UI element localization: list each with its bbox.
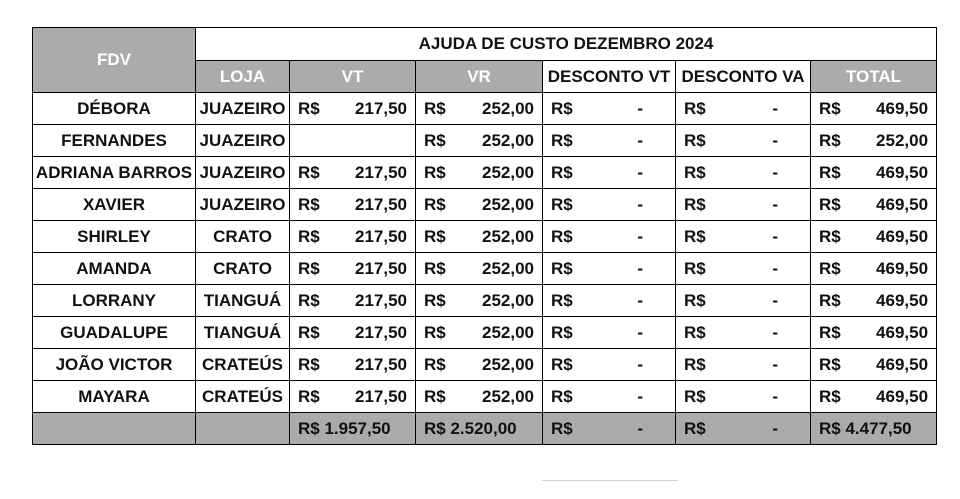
currency-label: R$: [424, 322, 446, 342]
currency-label: R$: [424, 194, 446, 214]
cell-desconto-vt: [543, 253, 676, 285]
table-row: [33, 285, 937, 317]
totals-fdv-empty: [33, 413, 196, 445]
cell-total: [811, 253, 937, 285]
cell-total: [811, 125, 937, 157]
cell-total-value: 469,50: [876, 162, 929, 182]
cell-desconto-va-value: -: [772, 226, 778, 246]
currency-label: R$: [298, 162, 320, 182]
currency-label: R$: [551, 194, 573, 214]
cell-vt: [290, 189, 416, 221]
currency-label: R$: [684, 226, 706, 246]
cell-vt: [290, 253, 416, 285]
cell-fdv: LORRANY: [33, 285, 196, 317]
currency-label: R$: [424, 386, 446, 406]
cell-vr-value: 252,00: [482, 354, 534, 374]
currency-label: R$: [424, 258, 446, 278]
cell-total-value: 469,50: [876, 226, 929, 246]
cell-desconto-vt-value: -: [637, 194, 643, 214]
cell-loja: JUAZEIRO: [196, 189, 290, 221]
cell-vr-value: 252,00: [482, 290, 534, 310]
cell-vt-value: 217,50: [355, 354, 407, 374]
cell-vr: [416, 157, 543, 189]
currency-label: R$: [819, 194, 841, 214]
cell-total: [811, 189, 937, 221]
table-row: [33, 253, 937, 285]
cell-desconto-vt-value: -: [637, 386, 643, 406]
cell-vt-value: 217,50: [355, 290, 407, 310]
cell-loja: TIANGUÁ: [196, 317, 290, 349]
cell-desconto-va-value: -: [772, 130, 778, 150]
cell-vt-value: 217,50: [355, 98, 407, 118]
cell-desconto-vt: [543, 157, 676, 189]
cell-fdv: AMANDA: [33, 253, 196, 285]
cell-desconto-vt-value: -: [637, 162, 643, 182]
table-row: [33, 349, 937, 381]
header-vt: VT: [290, 61, 416, 93]
table-row: [33, 125, 937, 157]
cell-fdv: XAVIER: [33, 189, 196, 221]
currency-label: R$: [551, 322, 573, 342]
totals-total: R$ 4.477,50: [819, 418, 912, 438]
currency-label: R$: [551, 130, 573, 150]
header-fdv: FDV: [33, 28, 196, 93]
cell-loja: JUAZEIRO: [196, 125, 290, 157]
header-loja: LOJA: [196, 61, 290, 93]
currency-label: R$: [684, 354, 706, 374]
cell-loja: JUAZEIRO: [196, 93, 290, 125]
table-row: [33, 157, 937, 189]
cell-desconto-va: [676, 189, 811, 221]
cell-vr: [416, 253, 543, 285]
currency-label: R$: [298, 194, 320, 214]
cell-vt-value: 217,50: [355, 162, 407, 182]
currency-label: R$: [424, 162, 446, 182]
cell-total-value: 469,50: [876, 322, 929, 342]
cell-vr-value: 252,00: [482, 386, 534, 406]
cell-desconto-va: [676, 349, 811, 381]
cell-vr-value: 252,00: [482, 130, 534, 150]
cell-desconto-vt: [543, 93, 676, 125]
cell-total: [811, 285, 937, 317]
cell-total: [811, 317, 937, 349]
cell-vr: [416, 125, 543, 157]
cell-total: [811, 349, 937, 381]
cell-desconto-vt-value: -: [637, 290, 643, 310]
currency-label: R$: [684, 322, 706, 342]
cell-desconto-vt-value: -: [637, 98, 643, 118]
cell-desconto-va: [676, 317, 811, 349]
cell-loja: JUAZEIRO: [196, 157, 290, 189]
cell-total-value: 469,50: [876, 98, 929, 118]
table-row: [33, 93, 937, 125]
cell-desconto-va: [676, 285, 811, 317]
totals-vt: R$ 1.957,50: [298, 418, 391, 438]
cell-vr-value: 252,00: [482, 322, 534, 342]
table-row: [33, 221, 937, 253]
totals-vr-cell: [416, 413, 543, 445]
cell-vr: [416, 317, 543, 349]
cell-vt: [290, 285, 416, 317]
currency-label: R$: [298, 98, 320, 118]
cell-vr-value: 252,00: [482, 258, 534, 278]
currency-label: R$: [298, 258, 320, 278]
cell-fdv: ADRIANA BARROS: [33, 157, 196, 189]
currency-label: R$: [684, 130, 706, 150]
currency-label: R$: [819, 386, 841, 406]
currency-label: R$: [424, 98, 446, 118]
cell-total: [811, 221, 937, 253]
cell-total-value: 469,50: [876, 194, 929, 214]
header-desconto-va: DESCONTO VA: [676, 61, 811, 93]
totals-desconto-va-cell: [676, 413, 811, 445]
cell-total-value: 469,50: [876, 354, 929, 374]
currency-label: R$: [819, 354, 841, 374]
cell-desconto-va: [676, 93, 811, 125]
cell-desconto-vt-value: -: [637, 130, 643, 150]
currency-label: R$: [298, 290, 320, 310]
currency-label: R$: [684, 162, 706, 182]
cell-desconto-va: [676, 157, 811, 189]
cell-loja: CRATO: [196, 221, 290, 253]
cell-total-value: 469,50: [876, 258, 929, 278]
cell-desconto-vt-value: -: [637, 322, 643, 342]
currency-label: R$: [819, 226, 841, 246]
header-total: TOTAL: [811, 61, 937, 93]
cell-vt: [290, 221, 416, 253]
cell-vr: [416, 381, 543, 413]
cell-vt-value: 217,50: [355, 194, 407, 214]
currency-label: R$: [819, 98, 841, 118]
cell-desconto-va-value: -: [772, 162, 778, 182]
cell-vt: [290, 349, 416, 381]
currency-label: R$: [551, 354, 573, 374]
totals-loja-empty: [196, 413, 290, 445]
cell-total-value: 469,50: [876, 386, 929, 406]
currency-label: R$: [551, 386, 573, 406]
currency-label: R$: [298, 226, 320, 246]
cell-vr: [416, 189, 543, 221]
cell-desconto-va: [676, 381, 811, 413]
currency-label: R$: [684, 194, 706, 214]
cell-desconto-va-value: -: [772, 258, 778, 278]
cell-total-value: 252,00: [876, 130, 929, 150]
currency-label: R$: [819, 162, 841, 182]
cell-vr: [416, 285, 543, 317]
cell-vt-value: 217,50: [355, 226, 407, 246]
cell-vt: [290, 317, 416, 349]
cell-desconto-vt-value: -: [637, 354, 643, 374]
cell-desconto-vt: [543, 285, 676, 317]
header-desconto-vt: DESCONTO VT: [543, 61, 676, 93]
currency-label: R$: [684, 418, 706, 438]
cell-loja: CRATEÚS: [196, 349, 290, 381]
cell-fdv: JOÃO VICTOR: [33, 349, 196, 381]
currency-label: R$: [684, 290, 706, 310]
cell-total: [811, 381, 937, 413]
cell-vt: [290, 93, 416, 125]
currency-label: R$: [551, 226, 573, 246]
cell-desconto-va-value: -: [772, 194, 778, 214]
cell-fdv: MAYARA: [33, 381, 196, 413]
cell-loja: CRATEÚS: [196, 381, 290, 413]
cell-loja: CRATO: [196, 253, 290, 285]
cell-desconto-va: [676, 125, 811, 157]
cell-fdv: SHIRLEY: [33, 221, 196, 253]
currency-label: R$: [684, 386, 706, 406]
cell-desconto-va: [676, 253, 811, 285]
cell-loja: TIANGUÁ: [196, 285, 290, 317]
cell-vr: [416, 221, 543, 253]
cell-total: [811, 157, 937, 189]
cell-desconto-vt: [543, 381, 676, 413]
cell-fdv: GUADALUPE: [33, 317, 196, 349]
cell-desconto-va-value: -: [772, 98, 778, 118]
cell-desconto-vt: [543, 189, 676, 221]
currency-label: R$: [551, 418, 573, 438]
dash-value: -: [772, 418, 778, 438]
header-vr: VR: [416, 61, 543, 93]
cell-vt: [290, 157, 416, 189]
table-title: AJUDA DE CUSTO DEZEMBRO 2024: [196, 28, 937, 61]
cell-desconto-va-value: -: [772, 322, 778, 342]
totals-row: [33, 413, 937, 445]
totals-vr: R$ 2.520,00: [424, 418, 517, 438]
custo-table: [32, 27, 937, 445]
cell-desconto-va: [676, 221, 811, 253]
currency-label: R$: [551, 98, 573, 118]
cell-vr-value: 252,00: [482, 98, 534, 118]
cell-desconto-va-value: -: [772, 290, 778, 310]
currency-label: R$: [819, 290, 841, 310]
currency-label: R$: [819, 130, 841, 150]
cell-desconto-va-value: -: [772, 354, 778, 374]
cell-fdv: FERNANDES: [33, 125, 196, 157]
cell-vt: [290, 125, 416, 157]
cell-vr-value: 252,00: [482, 194, 534, 214]
cell-desconto-vt: [543, 221, 676, 253]
divider: [542, 480, 678, 481]
cell-fdv: DÉBORA: [33, 93, 196, 125]
table-row: [33, 381, 937, 413]
currency-label: R$: [819, 258, 841, 278]
currency-label: R$: [551, 162, 573, 182]
cell-desconto-vt-value: -: [637, 258, 643, 278]
currency-label: R$: [298, 322, 320, 342]
currency-label: R$: [551, 258, 573, 278]
cell-vr: [416, 93, 543, 125]
table-row: [33, 317, 937, 349]
totals-vt-cell: [290, 413, 416, 445]
cell-vt-value: 217,50: [355, 258, 407, 278]
cell-vr-value: 252,00: [482, 162, 534, 182]
totals-desconto-vt-cell: [543, 413, 676, 445]
currency-label: R$: [819, 322, 841, 342]
cell-total-value: 469,50: [876, 290, 929, 310]
cell-vr: [416, 349, 543, 381]
currency-label: R$: [551, 290, 573, 310]
currency-label: R$: [684, 98, 706, 118]
currency-label: R$: [298, 354, 320, 374]
currency-label: R$: [424, 354, 446, 374]
currency-label: R$: [424, 130, 446, 150]
cell-desconto-vt: [543, 349, 676, 381]
cell-vr-value: 252,00: [482, 226, 534, 246]
cell-desconto-va-value: -: [772, 386, 778, 406]
cell-vt-value: 217,50: [355, 386, 407, 406]
cell-vt: [290, 381, 416, 413]
cell-desconto-vt: [543, 317, 676, 349]
currency-label: R$: [298, 386, 320, 406]
dash-value: -: [637, 418, 643, 438]
cell-total: [811, 93, 937, 125]
cell-vt-value: 217,50: [355, 322, 407, 342]
currency-label: R$: [424, 290, 446, 310]
totals-total-cell: [811, 413, 937, 445]
currency-label: R$: [684, 258, 706, 278]
table-row: [33, 189, 937, 221]
cell-desconto-vt-value: -: [637, 226, 643, 246]
currency-label: R$: [424, 226, 446, 246]
cell-desconto-vt: [543, 125, 676, 157]
